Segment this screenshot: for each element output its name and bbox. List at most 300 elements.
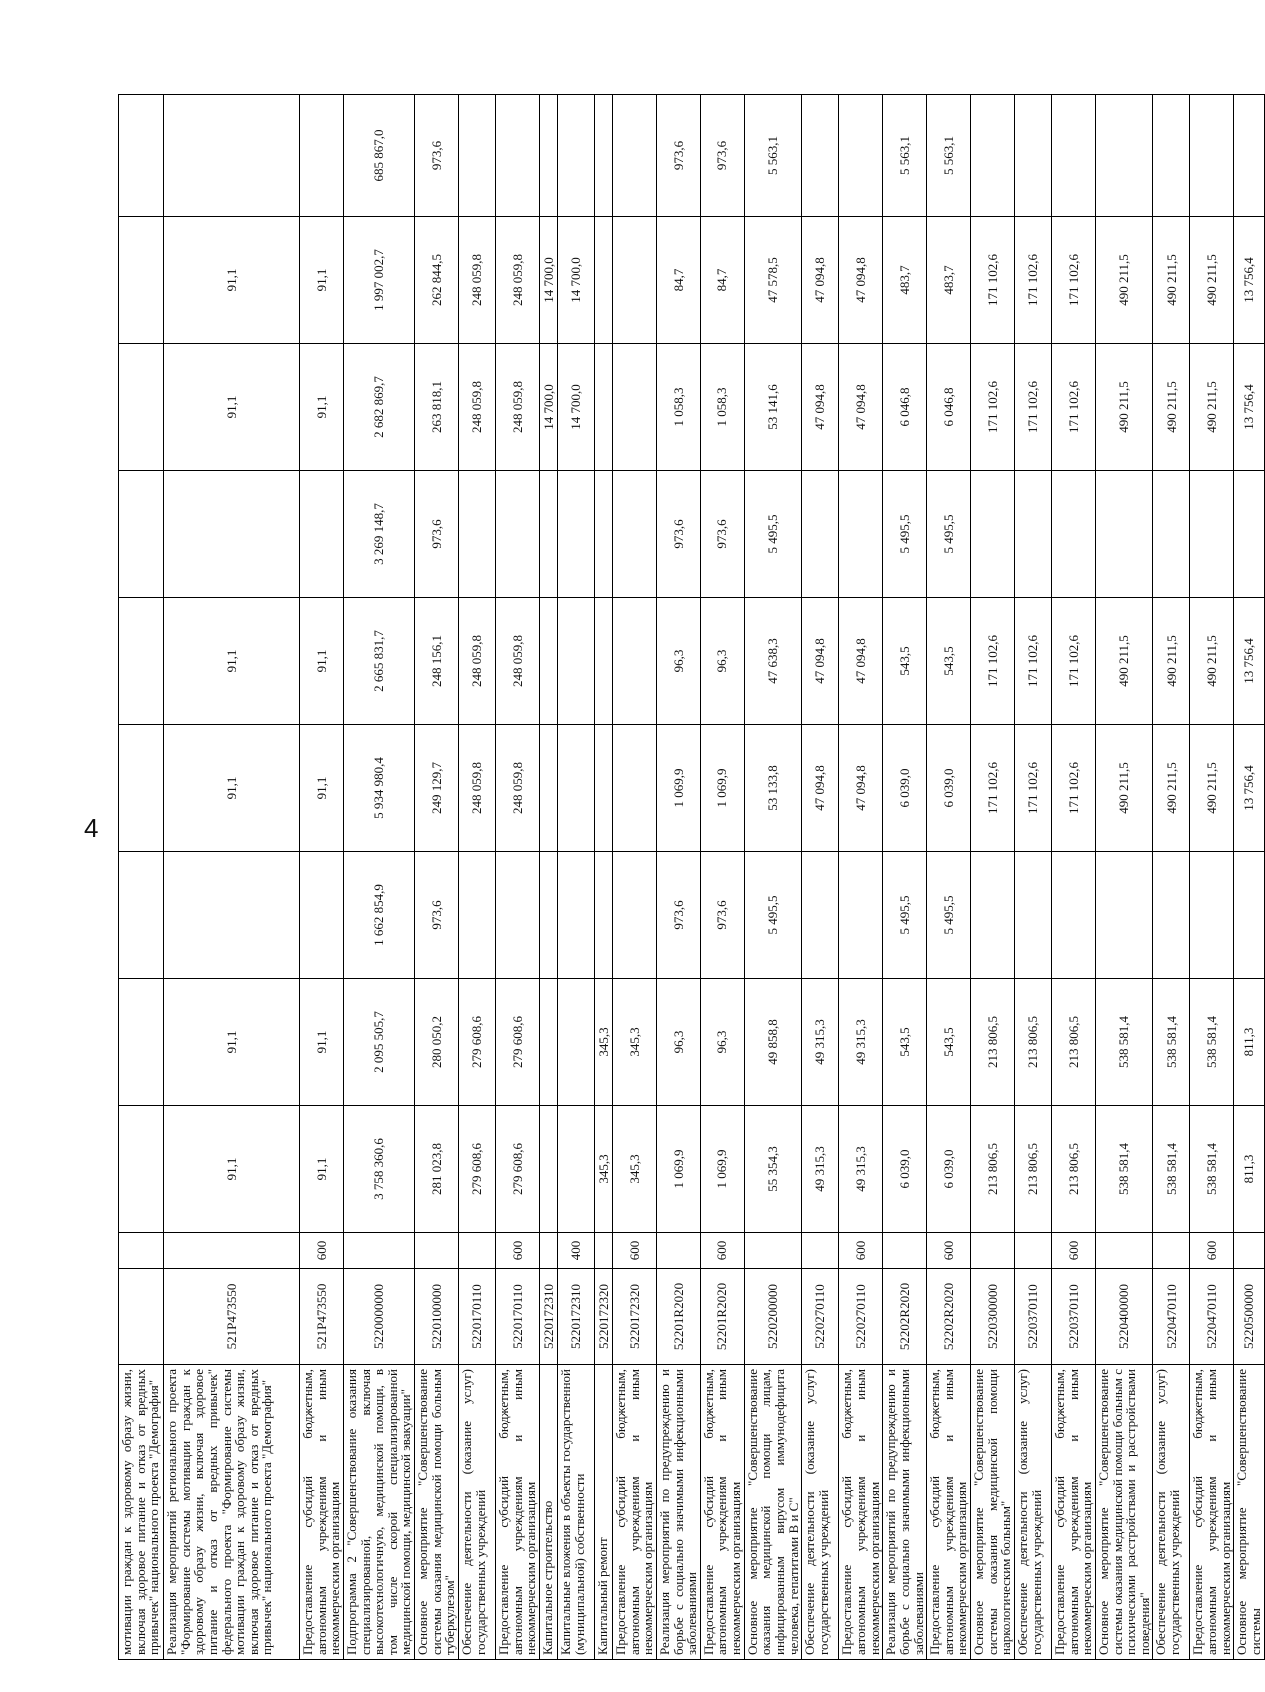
cell-c2: 248 059,8 [459, 217, 496, 344]
cell-c3 [839, 95, 883, 217]
cell-a2: 538 581,4 [1153, 979, 1190, 1106]
cell-vr [343, 1233, 414, 1269]
cell-a1: 281 023,8 [415, 1106, 459, 1233]
cell-name: Основное мероприятие "Совершенствование системы оказания медицинской помощи наркологическим больным" [971, 1365, 1015, 1660]
cell-a1: 6 039,0 [927, 1106, 971, 1233]
cell-c3 [1153, 95, 1190, 217]
cell-b1: 249 129,7 [415, 725, 459, 852]
cell-c3: 973,6 [700, 95, 744, 217]
cell-c1: 248 059,8 [459, 344, 496, 471]
cell-vr [594, 1233, 612, 1269]
cell-c1: 171 102,6 [1014, 344, 1051, 471]
cell-a3 [539, 852, 557, 979]
table-row [1095, 95, 1153, 1660]
cell-a2: 538 581,4 [1095, 979, 1153, 1106]
cell-c1 [594, 344, 612, 471]
cell-b2: 47 638,3 [744, 598, 802, 725]
cell-b3 [557, 471, 594, 598]
cell-c1: 490 211,5 [1153, 344, 1190, 471]
cell-a3 [839, 852, 883, 979]
cell-a1: 345,3 [594, 1106, 612, 1233]
cell-a1: 49 315,3 [839, 1106, 883, 1233]
cell-b2 [557, 598, 594, 725]
cell-c3 [300, 95, 344, 217]
cell-b1: 47 094,8 [839, 725, 883, 852]
cell-c1: 47 094,8 [839, 344, 883, 471]
cell-b2: 490 211,5 [1095, 598, 1153, 725]
cell-vr: 600 [839, 1233, 883, 1269]
cell-a3: 973,6 [700, 852, 744, 979]
cell-b1: 6 039,0 [883, 725, 927, 852]
table-body [119, 95, 1265, 1660]
cell-c1 [119, 344, 164, 471]
cell-c1: 490 211,5 [1095, 344, 1153, 471]
cell-a3 [1153, 852, 1190, 979]
table-row [700, 95, 744, 1660]
cell-b2: 171 102,6 [971, 598, 1015, 725]
cell-a2: 49 858,8 [744, 979, 802, 1106]
cell-b2: 248 059,8 [496, 598, 540, 725]
cell-c2: 91,1 [300, 217, 344, 344]
cell-b1 [539, 725, 557, 852]
cell-a1: 6 039,0 [883, 1106, 927, 1233]
table-row [1153, 95, 1190, 1660]
cell-a3: 5 495,5 [883, 852, 927, 979]
cell-vr: 600 [700, 1233, 744, 1269]
cell-c3 [1051, 95, 1095, 217]
cell-vr [744, 1233, 802, 1269]
cell-a2: 49 315,3 [802, 979, 839, 1106]
cell-name: Основное мероприятие "Совершенствование оказания медицинской помощи лицам, инфицированным вирусом иммунодефицита человека, гепатитами В и С" [744, 1365, 802, 1660]
table-row [594, 95, 612, 1660]
cell-b3 [594, 471, 612, 598]
cell-c1: 1 058,3 [700, 344, 744, 471]
cell-b1: 490 211,5 [1095, 725, 1153, 852]
cell-b3 [459, 471, 496, 598]
cell-c3 [459, 95, 496, 217]
cell-c1: 263 818,1 [415, 344, 459, 471]
cell-c2: 171 102,6 [1014, 217, 1051, 344]
cell-code: 5220170110 [459, 1269, 496, 1365]
cell-a1: 811,3 [1234, 1106, 1264, 1233]
cell-b2 [119, 598, 164, 725]
cell-vr [971, 1233, 1015, 1269]
cell-b2: 543,5 [883, 598, 927, 725]
cell-b3 [496, 471, 540, 598]
cell-a2: 345,3 [594, 979, 612, 1106]
cell-a2: 96,3 [656, 979, 700, 1106]
table-row [839, 95, 883, 1660]
cell-b1 [612, 725, 656, 852]
cell-b2 [539, 598, 557, 725]
table-row [1190, 95, 1234, 1660]
cell-a3 [300, 852, 344, 979]
cell-b3 [1234, 471, 1264, 598]
cell-c3 [1234, 95, 1264, 217]
cell-b3 [1095, 471, 1153, 598]
cell-code [119, 1269, 164, 1365]
table-row [343, 95, 414, 1660]
cell-c1: 6 046,8 [927, 344, 971, 471]
cell-code: 5220300000 [971, 1269, 1015, 1365]
cell-b2 [612, 598, 656, 725]
cell-b3 [1153, 471, 1190, 598]
cell-code: 52201R2020 [700, 1269, 744, 1365]
cell-b3: 973,6 [415, 471, 459, 598]
table-row [164, 95, 300, 1660]
cell-b3 [1014, 471, 1051, 598]
cell-a3 [1014, 852, 1051, 979]
cell-a2: 543,5 [883, 979, 927, 1106]
cell-a1: 538 581,4 [1153, 1106, 1190, 1233]
cell-b1: 91,1 [164, 725, 300, 852]
table-row [1051, 95, 1095, 1660]
cell-a1: 345,3 [612, 1106, 656, 1233]
table-row [496, 95, 540, 1660]
cell-vr [1234, 1233, 1264, 1269]
cell-c1: 171 102,6 [971, 344, 1015, 471]
cell-c2: 483,7 [883, 217, 927, 344]
table-row [539, 95, 557, 1660]
table-row [656, 95, 700, 1660]
cell-code: 5220100000 [415, 1269, 459, 1365]
cell-b1: 53 133,8 [744, 725, 802, 852]
cell-c2: 248 059,8 [496, 217, 540, 344]
cell-code: 5220370110 [1014, 1269, 1051, 1365]
cell-c3 [557, 95, 594, 217]
cell-a3: 5 495,5 [744, 852, 802, 979]
cell-a2: 91,1 [300, 979, 344, 1106]
cell-b2: 490 211,5 [1190, 598, 1234, 725]
cell-name: Капитальные вложения в объекты государственной (муниципальной) собственности [557, 1365, 594, 1660]
cell-code: 5220170110 [496, 1269, 540, 1365]
cell-b3 [119, 471, 164, 598]
cell-b2: 91,1 [164, 598, 300, 725]
cell-c1: 91,1 [164, 344, 300, 471]
cell-a2 [119, 979, 164, 1106]
cell-a3 [459, 852, 496, 979]
cell-vr: 400 [557, 1233, 594, 1269]
cell-b1: 6 039,0 [927, 725, 971, 852]
cell-c3 [119, 95, 164, 217]
cell-vr: 600 [300, 1233, 344, 1269]
cell-a2 [539, 979, 557, 1106]
cell-c3: 5 563,1 [883, 95, 927, 217]
cell-a1: 279 608,6 [459, 1106, 496, 1233]
cell-c2: 14 700,0 [557, 217, 594, 344]
cell-c2: 490 211,5 [1153, 217, 1190, 344]
cell-b3 [612, 471, 656, 598]
cell-b1 [557, 725, 594, 852]
cell-b3: 5 495,5 [744, 471, 802, 598]
cell-b3 [164, 471, 300, 598]
cell-code: 52201R2020 [656, 1269, 700, 1365]
cell-a3 [1095, 852, 1153, 979]
cell-c3 [164, 95, 300, 217]
cell-c3: 5 563,1 [927, 95, 971, 217]
cell-b2: 171 102,6 [1014, 598, 1051, 725]
cell-a1: 49 315,3 [802, 1106, 839, 1233]
cell-name: Реализация мероприятий по предупреждению и борьбе с социально значимыми инфекционными заболеваниями [883, 1365, 927, 1660]
cell-a1: 1 069,9 [656, 1106, 700, 1233]
cell-name: Обеспечение деятельности (оказание услуг) государственных учреждений [802, 1365, 839, 1660]
cell-code: 521P473550 [300, 1269, 344, 1365]
cell-code: 5220470110 [1190, 1269, 1234, 1365]
cell-c1: 13 756,4 [1234, 344, 1264, 471]
cell-name: Обеспечение деятельности (оказание услуг) государственных учреждений [1014, 1365, 1051, 1660]
cell-b2: 248 156,1 [415, 598, 459, 725]
table-row [1014, 95, 1051, 1660]
cell-a2: 543,5 [927, 979, 971, 1106]
cell-c1: 6 046,8 [883, 344, 927, 471]
table-row [119, 95, 164, 1660]
cell-a2: 213 806,5 [971, 979, 1015, 1106]
cell-vr [1014, 1233, 1051, 1269]
cell-c2: 171 102,6 [1051, 217, 1095, 344]
cell-b3 [539, 471, 557, 598]
table-row [883, 95, 927, 1660]
cell-c2 [612, 217, 656, 344]
cell-b1: 5 934 980,4 [343, 725, 414, 852]
cell-a3 [496, 852, 540, 979]
page-number: 4 [84, 813, 99, 843]
cell-vr [119, 1233, 164, 1269]
table-row [1234, 95, 1264, 1660]
cell-vr [415, 1233, 459, 1269]
cell-b1: 248 059,8 [496, 725, 540, 852]
cell-c2: 14 700,0 [539, 217, 557, 344]
cell-c3 [496, 95, 540, 217]
cell-b1 [594, 725, 612, 852]
cell-name: Реализация мероприятий по предупреждению и борьбе с социально значимыми инфекционными заболеваниями [656, 1365, 700, 1660]
cell-c1: 91,1 [300, 344, 344, 471]
cell-b3 [1190, 471, 1234, 598]
cell-c2 [594, 217, 612, 344]
cell-code: 5220500000 [1234, 1269, 1264, 1365]
cell-b3 [839, 471, 883, 598]
cell-name: Предоставление субсидий бюджетным, автономным учреждениям и иным некоммерческим организациям [300, 1365, 344, 1660]
cell-c2: 13 756,4 [1234, 217, 1264, 344]
cell-b1: 47 094,8 [802, 725, 839, 852]
cell-vr [459, 1233, 496, 1269]
cell-vr [802, 1233, 839, 1269]
cell-name: Капитальный ремонт [594, 1365, 612, 1660]
cell-c2: 490 211,5 [1095, 217, 1153, 344]
cell-name: Подпрограмма 2 "Совершенствование оказания специализированной, включая высокотехнологичную, медицинской помощи, в том числе скорой специализированной медицинской помощи, медицинской эвакуации" [343, 1365, 414, 1660]
cell-b3: 3 269 148,7 [343, 471, 414, 598]
cell-name: Основное мероприятие "Совершенствование системы оказания медицинской помощи больным с психическими расстройствами и расстройствами поведения" [1095, 1365, 1153, 1660]
cell-b2: 171 102,6 [1051, 598, 1095, 725]
cell-code: 521P473550 [164, 1269, 300, 1365]
cell-a1 [557, 1106, 594, 1233]
cell-vr: 600 [612, 1233, 656, 1269]
cell-a3 [1234, 852, 1264, 979]
cell-c2: 483,7 [927, 217, 971, 344]
cell-vr [656, 1233, 700, 1269]
cell-a2: 345,3 [612, 979, 656, 1106]
cell-code: 5220370110 [1051, 1269, 1095, 1365]
cell-a2: 538 581,4 [1190, 979, 1234, 1106]
cell-a3: 5 495,5 [927, 852, 971, 979]
table-row [459, 95, 496, 1660]
cell-vr [539, 1233, 557, 1269]
cell-b3: 5 495,5 [927, 471, 971, 598]
cell-b2: 96,3 [656, 598, 700, 725]
cell-b2: 47 094,8 [839, 598, 883, 725]
cell-vr [883, 1233, 927, 1269]
table-row [927, 95, 971, 1660]
cell-c2: 171 102,6 [971, 217, 1015, 344]
cell-c1: 53 141,6 [744, 344, 802, 471]
cell-b2: 13 756,4 [1234, 598, 1264, 725]
cell-b3: 973,6 [656, 471, 700, 598]
cell-b1: 91,1 [300, 725, 344, 852]
cell-c2: 84,7 [656, 217, 700, 344]
cell-a2: 213 806,5 [1051, 979, 1095, 1106]
cell-name: Капитальное строительство [539, 1365, 557, 1660]
cell-code: 5220172320 [612, 1269, 656, 1365]
cell-c2: 1 997 002,7 [343, 217, 414, 344]
table-row [612, 95, 656, 1660]
cell-c3: 5 563,1 [744, 95, 802, 217]
cell-a3 [557, 852, 594, 979]
cell-name: Основное мероприятие "Совершенствование системы [1234, 1365, 1264, 1660]
cell-a3: 1 662 854,9 [343, 852, 414, 979]
cell-name: Предоставление субсидий бюджетным, автономным учреждениям и иным некоммерческим организациям [927, 1365, 971, 1660]
cell-a3 [594, 852, 612, 979]
cell-name: Предоставление субсидий бюджетным, автономным учреждениям и иным некоммерческим организациям [700, 1365, 744, 1660]
cell-name: Предоставление субсидий бюджетным, автономным учреждениям и иным некоммерческим организациям [1190, 1365, 1234, 1660]
cell-name: Обеспечение деятельности (оказание услуг) государственных учреждений [459, 1365, 496, 1660]
cell-c2: 47 094,8 [802, 217, 839, 344]
cell-a1: 1 069,9 [700, 1106, 744, 1233]
cell-c1: 14 700,0 [539, 344, 557, 471]
cell-b1: 171 102,6 [1014, 725, 1051, 852]
cell-vr [164, 1233, 300, 1269]
cell-c1: 171 102,6 [1051, 344, 1095, 471]
cell-b3 [971, 471, 1015, 598]
cell-b2: 47 094,8 [802, 598, 839, 725]
cell-c3 [1014, 95, 1051, 217]
cell-b2: 2 665 831,7 [343, 598, 414, 725]
cell-code: 5220470110 [1153, 1269, 1190, 1365]
cell-c2: 91,1 [164, 217, 300, 344]
cell-c1: 2 682 869,7 [343, 344, 414, 471]
cell-c3 [802, 95, 839, 217]
cell-c1: 47 094,8 [802, 344, 839, 471]
cell-c1 [612, 344, 656, 471]
cell-c3: 973,6 [415, 95, 459, 217]
cell-b3 [300, 471, 344, 598]
cell-a1: 55 354,3 [744, 1106, 802, 1233]
cell-a1 [539, 1106, 557, 1233]
cell-b2: 490 211,5 [1153, 598, 1190, 725]
cell-code: 5220172310 [557, 1269, 594, 1365]
cell-a3 [1051, 852, 1095, 979]
cell-b1: 171 102,6 [971, 725, 1015, 852]
cell-a1: 3 758 360,6 [343, 1106, 414, 1233]
cell-b1: 171 102,6 [1051, 725, 1095, 852]
cell-c3 [594, 95, 612, 217]
cell-b1: 248 059,8 [459, 725, 496, 852]
cell-a3 [119, 852, 164, 979]
cell-c2: 47 578,5 [744, 217, 802, 344]
cell-b3 [1051, 471, 1095, 598]
cell-c2: 47 094,8 [839, 217, 883, 344]
cell-vr [1095, 1233, 1153, 1269]
cell-a1: 538 581,4 [1095, 1106, 1153, 1233]
cell-name: Реализация мероприятий регионального проекта "Формирование системы мотивации граждан к здоровому образу жизни, включая здоровое питание и отказ от вредных привычек" федерального проекта "Формирование системы мотивации граждан к здоровому образу жизни, включая здоровое питание и отказ от вредных привычек" национального проекта "Демография" [164, 1365, 300, 1660]
cell-code: 5220200000 [744, 1269, 802, 1365]
cell-a3 [971, 852, 1015, 979]
cell-c1: 14 700,0 [557, 344, 594, 471]
cell-c3: 685 867,0 [343, 95, 414, 217]
cell-b1 [119, 725, 164, 852]
cell-b1: 490 211,5 [1190, 725, 1234, 852]
cell-a2: 49 315,3 [839, 979, 883, 1106]
cell-code: 5220172320 [594, 1269, 612, 1365]
cell-b3 [802, 471, 839, 598]
cell-b2: 96,3 [700, 598, 744, 725]
cell-c3: 973,6 [656, 95, 700, 217]
cell-vr: 600 [496, 1233, 540, 1269]
cell-a2: 213 806,5 [1014, 979, 1051, 1106]
table-row [744, 95, 802, 1660]
cell-a1: 213 806,5 [971, 1106, 1015, 1233]
cell-code: 5220000000 [343, 1269, 414, 1365]
cell-a3 [1190, 852, 1234, 979]
cell-b1: 1 069,9 [700, 725, 744, 852]
cell-name: Предоставление субсидий бюджетным, автономным учреждениям и иным некоммерческим организациям [1051, 1365, 1095, 1660]
cell-a1: 91,1 [300, 1106, 344, 1233]
cell-a3 [802, 852, 839, 979]
cell-c3 [612, 95, 656, 217]
cell-name: мотивации граждан к здоровому образу жизни, включая здоровое питание и отказ от вредных привычек" национального проекта "Демография" [119, 1365, 164, 1660]
cell-name: Основное мероприятие "Совершенствование системы оказания медицинской помощи больным туберкулезом" [415, 1365, 459, 1660]
cell-vr: 600 [927, 1233, 971, 1269]
cell-a1 [119, 1106, 164, 1233]
budget-table [118, 94, 1265, 1660]
cell-a2: 96,3 [700, 979, 744, 1106]
cell-a3 [612, 852, 656, 979]
cell-vr [1153, 1233, 1190, 1269]
cell-a1: 91,1 [164, 1106, 300, 1233]
cell-a2: 91,1 [164, 979, 300, 1106]
cell-c2: 84,7 [700, 217, 744, 344]
rotated-table-wrapper [118, 95, 1264, 1660]
cell-b2: 91,1 [300, 598, 344, 725]
table-row [415, 95, 459, 1660]
cell-name: Обеспечение деятельности (оказание услуг) государственных учреждений [1153, 1365, 1190, 1660]
cell-code: 52202R2020 [883, 1269, 927, 1365]
cell-c1: 490 211,5 [1190, 344, 1234, 471]
cell-name: Предоставление субсидий бюджетным, автономным учреждениям и иным некоммерческим организациям [839, 1365, 883, 1660]
cell-c2: 490 211,5 [1190, 217, 1234, 344]
cell-c3 [971, 95, 1015, 217]
cell-code: 5220270110 [802, 1269, 839, 1365]
cell-b2 [594, 598, 612, 725]
cell-code: 52202R2020 [927, 1269, 971, 1365]
cell-a2: 279 608,6 [459, 979, 496, 1106]
cell-a3: 973,6 [415, 852, 459, 979]
cell-vr: 600 [1190, 1233, 1234, 1269]
cell-c2: 262 844,5 [415, 217, 459, 344]
cell-b1: 490 211,5 [1153, 725, 1190, 852]
cell-a1: 279 608,6 [496, 1106, 540, 1233]
cell-c3 [539, 95, 557, 217]
cell-code: 5220400000 [1095, 1269, 1153, 1365]
table-row [971, 95, 1015, 1660]
